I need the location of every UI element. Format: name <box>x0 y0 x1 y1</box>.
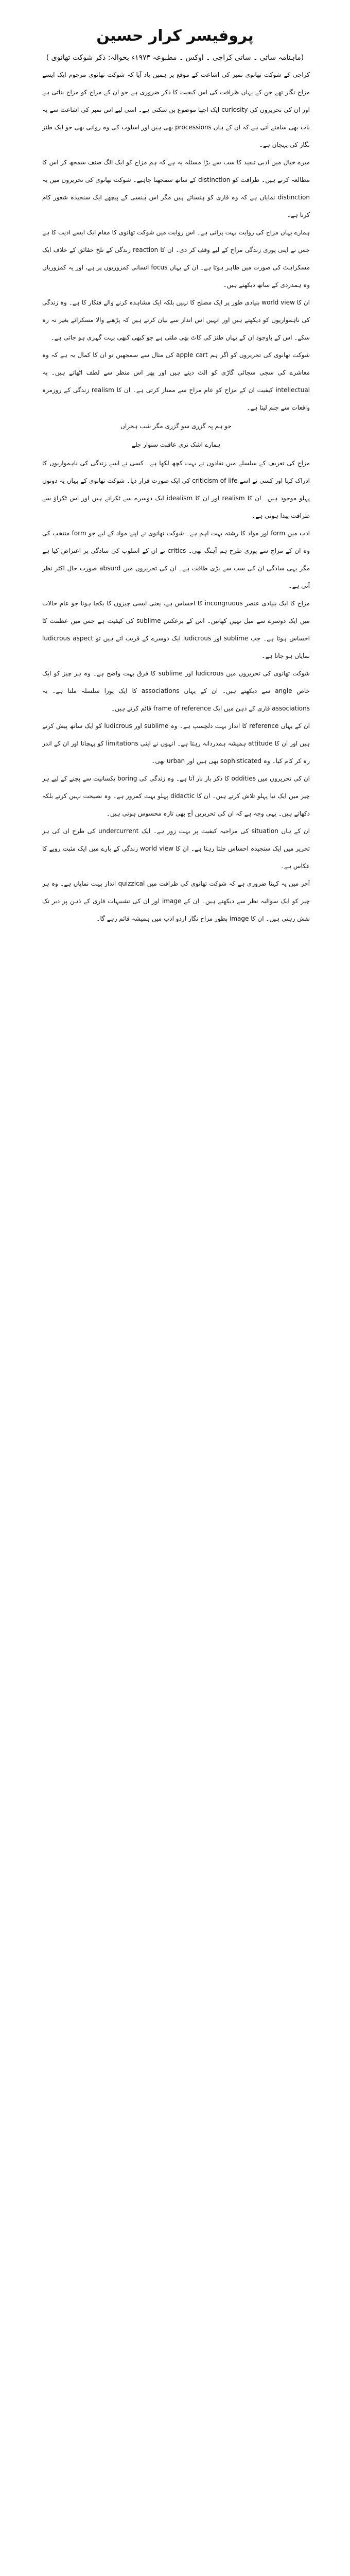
paragraph: مزاح کی تعریف کے سلسلے میں نقادوں نے بہت کچھ لکھا ہے۔ کسی نے اسے زندگی کی ناہمواریوں کا ادراک کہا اور کسی نے اسے criticism of life کی ایک صورت قرار دیا۔ شوکت تھانوی کے یہاں یہ دونوں پہلو موجود ہیں۔ ان کا realism اور ان کا idealism ایک دوسرے سے ٹکراتے ہیں اور اس ٹکراؤ سے ظرافت پیدا ہوتی ہے۔ <box>42 460 310 519</box>
article-header <box>0 25 350 64</box>
paragraph: مزاح کا ایک بنیادی عنصر incongruous کا احساس ہے، یعنی ایسی چیزوں کا یکجا ہونا جو عام حالات میں ایک دوسرے سے میل نہیں کھاتیں۔ اس کے برعکس sublime کی کیفیت ہے جس میں عظمت کا احساس ہوتا ہے۔ جب sublime اور ludicrous ایک دوسرے کے قریب آتے ہیں تو ludicrous aspect نمایاں ہو جاتا ہے۔ <box>42 600 310 659</box>
paragraph: کراچی کے شوکت تھانوی نمبر کی اشاعت کے موقع پر ہمیں یاد آیا کہ شوکت تھانوی مرحوم ایک ایسے مزاح نگار تھے جن کے یہاں ظرافت کی اس کیفیت کا ذکر ضروری ہے جو ان کے مزاح کو مزاح بناتی ہے اور ان کی تحریروں کی curiosity ایک اچھا موضوع بن سکتی ہے۔ اسی لیے اس نمبر کی اشاعت سے یہ بات بھی سامنے آتی ہے کہ ان کے ہاں processions بھی ہیں اور اسلوب کی وہ روانی بھی جو ایک طنز نگار کی پہچان ہے۔ <box>42 71 310 148</box>
paragraph: میرے خیال میں ادبی تنقید کا سب سے بڑا مسئلہ یہ ہے کہ ہم مزاح کو ایک الگ صنف سمجھ کر اس کا مطالعہ کرتے ہیں۔ ظرافت کو distinction کے ساتھ سمجھنا چاہیے۔ شوکت تھانوی کی تحریروں میں یہ distinction نمایاں ہے کہ وہ قاری کو ہنساتے ہیں مگر اس ہنسی کے پیچھے ایک سنجیدہ شعور کام کرتا ہے۔ <box>42 159 310 218</box>
paragraph: شوکت تھانوی کی تحریروں میں ludicrous اور sublime کا فرق بہت واضح ہے۔ وہ ہر چیز کو ایک خاص angle سے دیکھتے ہیں۔ ان کے یہاں associations کا ایک پورا سلسلہ ملتا ہے۔ یہ associations قاری کے ذہن میں ایک frame of reference قائم کرتے ہیں۔ <box>42 670 310 712</box>
article-subtitle: (ماہنامہ ساتی ۔ ساتی کراچی ۔ اوکس ۔ مطبوعہ ۱۹۷۳ء بحوالہ: ذکر شوکت تھانوی ) <box>46 54 304 62</box>
verse-line: جو ہم پہ گزری سو گزری مگر شب ہجراں <box>120 422 232 430</box>
paragraph: شوکت تھانوی کی تحریروں کو اگر ہم apple cart کی مثال سے سمجھیں تو ان کا کمال یہ ہے کہ وہ معاشرے کی سجی سجائی گاڑی کو الٹ دیتے ہیں اور پھر اس منظر سے لطف اٹھاتے ہیں۔ یہ intellectual کیفیت ان کے مزاح کو عام مزاح سے ممتاز کرتی ہے۔ ان کا realism زندگی کے روزمرہ واقعات سے جنم لیتا ہے۔ <box>42 351 310 411</box>
paragraph: ان کے ہاں situation کی مزاحیہ کیفیت پر بہت زور ہے۔ ایک undercurrent کی طرح ان کی ہر تحریر میں ایک سنجیدہ احساس چلتا رہتا ہے۔ ان کا world view زندگی کے بارے میں ایک مثبت رویے کا عکاس ہے۔ <box>42 827 310 870</box>
paragraph: ادب میں form اور مواد کا رشتہ بہت اہم ہے۔ شوکت تھانوی نے اپنے مواد کے لیے جو form منتخب کی وہ ان کے مزاج سے پوری طرح ہم آہنگ تھی۔ critics نے ان کے اسلوب کی سادگی پر اعتراض کیا ہے مگر یہی سادگی ان کی سب سے بڑی طاقت ہے۔ ان کی تحریروں میں absurd صورت حال اکثر نظر آتی ہے۔ <box>42 530 310 589</box>
paragraph: ان کے یہاں reference کا انداز بہت دلچسپ ہے۔ وہ sublime اور ludicrous کو ایک ساتھ پیش کرتے ہیں اور ان کا attitude ہمیشہ ہمدردانہ رہتا ہے۔ انہوں نے اپنی limitations کو پہچانا اور ان کے اندر رہ کر کام کیا۔ وہ sophisticated بھی ہیں اور urban بھی۔ <box>42 722 310 765</box>
paragraph: ان کا world view بنیادی طور پر ایک مصلح کا نہیں بلکہ ایک مشاہدہ کرنے والے فنکار کا ہے۔ وہ زندگی کی ناہمواریوں کو دیکھتے ہیں اور انہیں اس انداز سے بیان کرتے ہیں کہ پڑھنے والا مسکرائے بغیر نہ رہ سکے۔ اس کے باوجود ان کے یہاں طنز کی کاٹ بھی ملتی ہے جو کبھی کبھی بہت گہری ہو جاتی ہے۔ <box>42 299 310 341</box>
verse-line: ہمارے اشک تری عاقبت سنوار چلے <box>131 441 221 448</box>
paragraph: ہمارے یہاں مزاح کی روایت بہت پرانی ہے۔ اس روایت میں شوکت تھانوی کا مقام ایک ایسے ادیب کا ہے جس نے اپنی پوری زندگی مزاح کے لیے وقف کر دی۔ ان کا reaction زندگی کے تلخ حقائق کے خلاف ایک مسکراہٹ کی صورت میں ظاہر ہوتا ہے۔ ان کے یہاں focus انسانی کمزوریوں پر ہے، اور یہ کمزوریاں وہ ہمدردی کے ساتھ دیکھتے ہیں۔ <box>42 229 310 289</box>
article-title: پروفیسر کرار حسین <box>96 27 254 45</box>
article-body <box>42 66 310 2576</box>
paragraph: ان کی تحریروں میں oddities کا ذکر بار بار آتا ہے۔ وہ زندگی کی boring یکسانیت سے بچنے کے لیے ہر چیز میں ایک نیا پہلو تلاش کرتے ہیں۔ ان کا didactic پہلو بہت کمزور ہے۔ وہ نصیحت نہیں کرتے بلکہ دکھاتے ہیں۔ یہی وجہ ہے کہ ان کی تحریریں آج بھی تازہ محسوس ہوتی ہیں۔ <box>42 775 310 817</box>
paragraph: آخر میں یہ کہنا ضروری ہے کہ شوکت تھانوی کی ظرافت میں quizzical انداز بہت نمایاں ہے۔ وہ ہر چیز کو ایک سوالیہ نظر سے دیکھتے ہیں۔ ان کے image اور ان کی تشبیہات قاری کے ذہن پر دیر تک نقش رہتی ہیں۔ ان کا image بطور مزاح نگار اردو ادب میں ہمیشہ قائم رہے گا۔ <box>42 880 310 922</box>
